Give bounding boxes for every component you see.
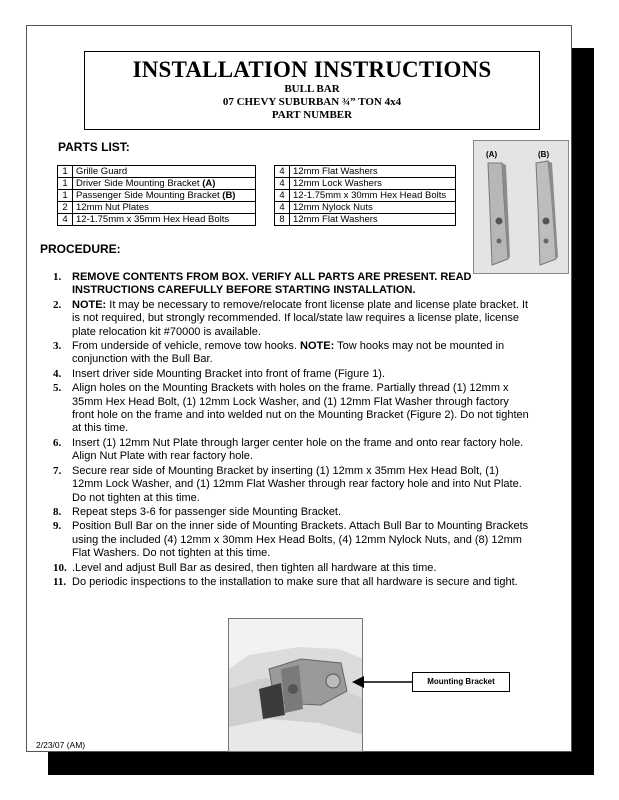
callout-arrow-icon	[352, 675, 414, 689]
step-text: Repeat steps 3-6 for passenger side Mounting Bracket.	[72, 505, 342, 518]
procedure-steps	[53, 271, 531, 590]
step-number: 10.	[53, 561, 67, 574]
vehicle-model: 07 CHEVY SUBURBAN ¾” TON 4x4	[222, 96, 402, 108]
part-description: Driver Side Mounting Bracket (A)	[73, 178, 256, 190]
column-gap	[256, 214, 275, 226]
step-number: 6.	[53, 436, 62, 449]
part-qty: 4	[275, 190, 290, 202]
revision-date: 2/23/07 (AM)	[36, 740, 86, 750]
mounting-bracket-callout: Mounting Bracket	[412, 672, 510, 692]
step-text: Secure rear side of Mounting Bracket by inserting (1) 12mm x 35mm Hex Head Bolt, (1) 12mm Lock Washer, and (1) 12mm Flat Washer through rear factory hole and into Nut Plate. Do not tighten at this time.	[72, 464, 522, 504]
parts-row	[58, 166, 456, 178]
part-qty: 1	[58, 166, 73, 178]
step-number: 3.	[53, 340, 62, 353]
column-gap	[256, 178, 275, 190]
parts-row	[58, 214, 456, 226]
procedure-step	[53, 520, 531, 560]
part-description: 12mm Lock Washers	[290, 178, 456, 190]
parts-list-heading: PARTS LIST:	[58, 140, 130, 154]
part-key: (A)	[202, 178, 216, 189]
parts-row	[58, 202, 456, 214]
part-description: Grille Guard	[73, 166, 256, 178]
step-text: Tow hooks may not be mounted in conjunction with the Bull Bar.	[72, 340, 505, 366]
part-qty: 2	[58, 202, 73, 214]
part-description: 12mm Nut Plates	[73, 202, 256, 214]
part-qty: 1	[58, 178, 73, 190]
procedure-step	[53, 271, 531, 298]
step-text: From underside of vehicle, remove tow hooks.	[72, 340, 301, 353]
column-gap	[256, 190, 275, 202]
part-description: Passenger Side Mounting Bracket (B)	[73, 190, 256, 202]
procedure-step	[53, 465, 531, 505]
step-text: Insert (1) 12mm Nut Plate through larger center hole on the frame and onto rear factory hole. Align Nut Plate with rear factory hole.	[72, 436, 524, 463]
parts-table	[57, 165, 456, 226]
step-text: Insert driver side Mounting Bracket into front of frame (Figure 1).	[72, 367, 386, 380]
procedure-step	[53, 382, 531, 436]
procedure-heading: PROCEDURE:	[40, 242, 121, 256]
step-number: 9.	[53, 520, 62, 533]
procedure-step	[53, 437, 531, 464]
step-number: 4.	[53, 367, 62, 380]
step-number: 8.	[53, 505, 62, 518]
part-description: 12mm Flat Washers	[290, 166, 456, 178]
part-description: 12mm Nylock Nuts	[290, 202, 456, 214]
procedure-step	[53, 368, 531, 381]
step-text: .Level and adjust Bull Bar as desired, then tighten all hardware at this time.	[72, 561, 437, 574]
bracket-a-label: (A)	[486, 150, 498, 159]
procedure-step	[53, 299, 531, 339]
part-qty: 8	[275, 214, 290, 226]
step-note-label: NOTE:	[300, 340, 335, 353]
procedure-step	[53, 576, 531, 589]
page-shadow-bottom	[48, 752, 594, 775]
product-name: BULL BAR	[284, 83, 340, 95]
column-gap	[256, 166, 275, 178]
step-number: 11.	[53, 575, 67, 588]
part-qty: 4	[275, 202, 290, 214]
step-text: Do periodic inspections to the installation to make sure that all hardware is secure and tight.	[72, 575, 518, 588]
step-text: Align holes on the Mounting Brackets with holes on the frame. Partially thread (1) 12mm x 35mm Hex Head Bolt, (1) 12mm Lock Washer, and (1) 12mm Flat Washer through factory front hole on the frame and into welded nut on the Mounting Bracket (Figure 2). Do not tighten at this time.	[72, 382, 529, 435]
page-shadow-right	[572, 48, 594, 775]
step-number: 2.	[53, 298, 62, 311]
part-qty: 4	[275, 166, 290, 178]
step-number: 7.	[53, 464, 62, 477]
mounting-bracket-photo-image	[229, 619, 363, 752]
part-number-label: PART NUMBER	[271, 109, 353, 121]
part-qty: 4	[275, 178, 290, 190]
procedure-step	[53, 562, 531, 575]
step-note-label: NOTE:	[72, 298, 107, 311]
bracket-b-label: (B)	[538, 150, 550, 159]
part-description: 12mm Flat Washers	[290, 214, 456, 226]
parts-row	[58, 178, 456, 190]
step-warning: REMOVE CONTENTS FROM BOX. VERIFY ALL PARTS ARE PRESENT. READ INSTRUCTIONS CAREFULLY BEFORE STARTING INSTALLATION.	[72, 271, 472, 297]
step-number: 1.	[53, 271, 62, 283]
part-qty: 4	[58, 214, 73, 226]
step-number: 5.	[53, 382, 62, 395]
title-box	[84, 51, 540, 130]
procedure-step	[53, 506, 531, 519]
mounting-bracket-photo	[228, 618, 363, 752]
column-gap	[256, 202, 275, 214]
brackets-photo	[473, 140, 569, 274]
brackets-photo-image	[474, 141, 569, 274]
page-title: INSTALLATION INSTRUCTIONS	[132, 57, 492, 82]
part-qty: 1	[58, 190, 73, 202]
part-description: 12-1.75mm x 35mm Hex Head Bolts	[73, 214, 256, 226]
part-description: 12-1.75mm x 30mm Hex Head Bolts	[290, 190, 456, 202]
parts-row	[58, 190, 456, 202]
part-key: (B)	[222, 190, 236, 201]
procedure-step	[53, 340, 531, 367]
step-text: Position Bull Bar on the inner side of Mounting Brackets. Attach Bull Bar to Mounting Brackets using the included (4) 12mm x 30mm Hex Head Bolts, (4) 12mm Nylock Nuts, and (8) 12mm Flat Washers. Do not tighten at this time.	[72, 520, 529, 560]
step-text: It may be necessary to remove/relocate front license plate and license plate bracket. It is not required, but strongly recommended. If local/state law requires a license plate, license plate relocation kit #70000 is available.	[72, 298, 529, 338]
